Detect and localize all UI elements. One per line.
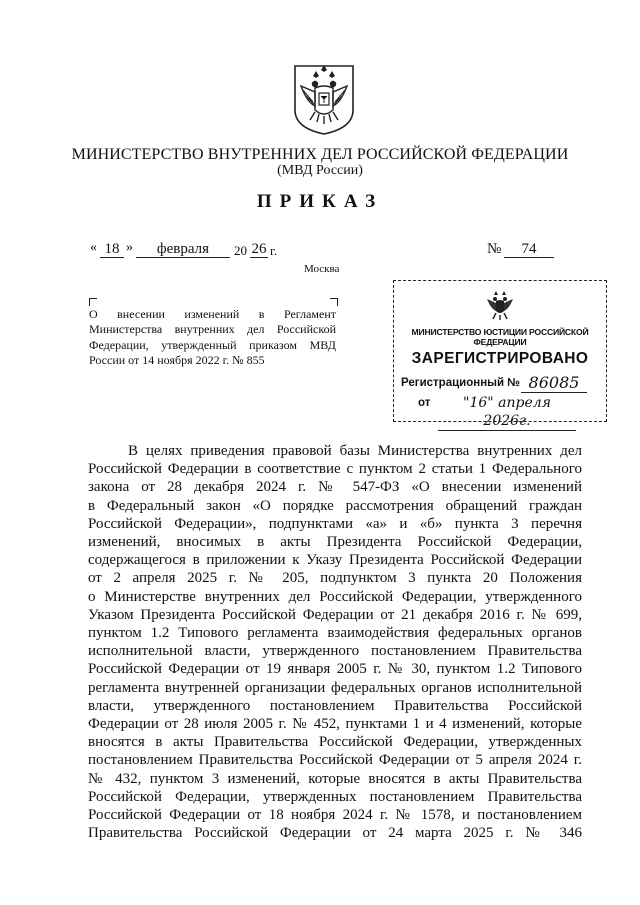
date-close-quote: » — [126, 240, 133, 255]
body-line: от 2 апреля 2025 г. № 205, подпунктом 3 пункта 20 Положения — [88, 570, 582, 587]
registration-stamp — [393, 280, 607, 429]
body-line: Российской Федерации от 18 ноября 2024 г. № 1578, и постановлением — [88, 807, 582, 824]
body-line: № 432, пунктом 3 изменений, которые вносятся в акты Правительства — [88, 770, 582, 787]
date-year-suffix: 26 — [251, 241, 267, 257]
body-line: пунктом 1.2 Типового регламента взаимодействия федеральных органов — [88, 625, 582, 642]
body-line: изменений, вносимых в акты Президента Российской Федерации, — [88, 534, 582, 551]
date-month: февраля — [136, 241, 230, 258]
body-line: вносятся в акты Правительства Российской Федерации, утвержденных — [88, 734, 582, 751]
stamp-ministry: МИНИСТЕРСТВО ЮСТИЦИИ РОССИЙСКОЙ ФЕДЕРАЦИИ — [411, 327, 589, 347]
city-name: Москва — [304, 263, 340, 275]
body-line: Указом Президента Российской Федерации от 21 декабря 2016 г. № 699, — [88, 606, 582, 623]
body-line: Федерации от 28 июля 2005 г. № 452, пунктами 1 и 4 изменений, которые — [88, 716, 582, 733]
body-line: Российской Федерации», подпунктами «а» и «б» пункта 3 перечня — [88, 515, 582, 532]
stamp-reg-label: Регистрационный № — [401, 377, 521, 389]
document-type-title: ПРИКАЗ — [256, 191, 384, 212]
date-year-unit: г. — [270, 243, 278, 258]
body-line: содержащегося в приложении к Указу Президента Российской Федерации — [88, 552, 582, 569]
body-line: о Министерстве внутренних дел Российской Федерации, утвержденного — [88, 588, 582, 605]
subject-bracket-left — [89, 298, 97, 306]
body-line: исполнительной власти, утвержденного постановлением Правительства — [88, 643, 582, 660]
date-day: 18 — [100, 241, 124, 258]
body-line: закона от 28 декабря 2024 г. № 547-ФЗ «О внесении изменений — [88, 479, 582, 496]
body-line: власти, утвержденного постановлением Правительства Российской — [88, 697, 582, 714]
body-line: регламента внутренней организации федеральных органов исполнительной — [88, 679, 582, 696]
body-line: Российской Федерации в соответствие с пунктом 2 статьи 1 Федерального — [88, 461, 582, 478]
body-line: в Федеральный закон «О порядке рассмотрения обращений граждан — [88, 497, 582, 514]
body-line: Российской Федерации, утвержденных постановлением Правительства — [88, 788, 582, 805]
stamp-emblem-icon — [485, 289, 515, 321]
stamp-date: "16" апреля 2026г. — [438, 394, 576, 431]
ministry-short-name: (МВД России) — [277, 163, 363, 178]
body-line: В целях приведения правовой базы Министерства внутренних дел — [128, 443, 582, 459]
subject-bracket-right — [330, 298, 338, 306]
order-number: 74 — [504, 241, 554, 258]
coat-of-arms-emblem — [291, 62, 357, 136]
stamp-date-prefix: от — [418, 397, 431, 409]
ministry-name: МИНИСТЕРСТВО ВНУТРЕННИХ ДЕЛ РОССИЙСКОЙ ФЕДЕРАЦИИ — [71, 146, 569, 163]
order-number-sign: № — [487, 241, 502, 257]
date-open-quote: « — [90, 240, 97, 255]
stamp-registered: ЗАРЕГИСТРИРОВАНО — [411, 350, 589, 367]
body-line: Российской Федерации от 19 января 2005 г. № 30, пунктом 1.2 Типового — [88, 661, 582, 678]
order-subject: О внесении изменений в Регламент Министерства внутренних дел Российской Федерации, утвержденный приказом МВД России от 14 ноября 2022 г. № 855 — [89, 307, 336, 368]
date-year-prefix: 20 — [234, 243, 247, 258]
body-line: постановлением Правительства Российской Федерации от 5 апреля 2024 г. — [88, 752, 582, 769]
body-line: Правительства Российской Федерации от 24 марта 2025 г. № 346 — [88, 825, 582, 842]
order-body-text — [88, 442, 582, 842]
stamp-reg-number: 86085 — [521, 374, 587, 393]
